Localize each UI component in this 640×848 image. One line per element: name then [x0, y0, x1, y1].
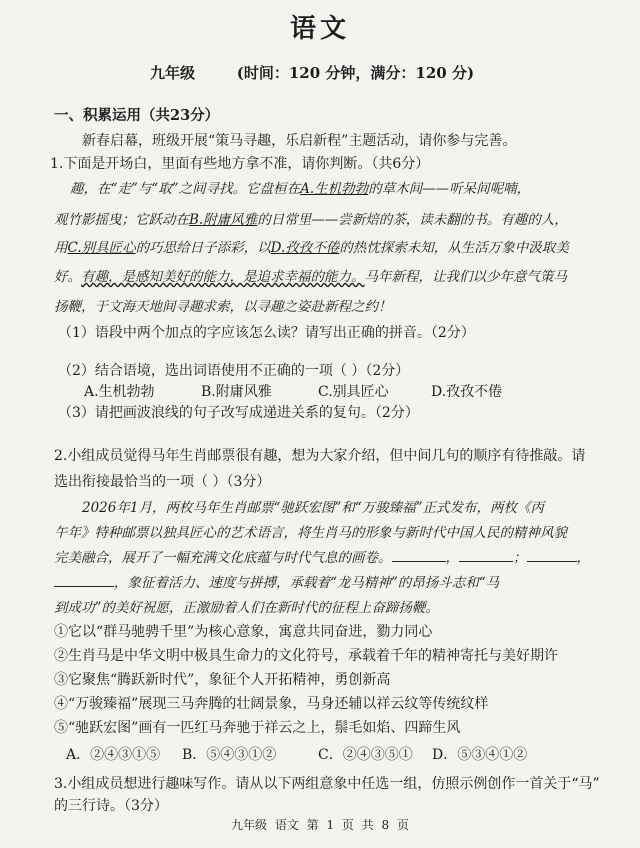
option-c-term: C.别具匠心 [67, 240, 136, 256]
q2-option-c: C．②④③⑤① [318, 747, 413, 763]
option-c: C.别具匠心 [318, 384, 389, 400]
q2-passage-line-3: 完美融合，展开了一幅充满文化底蕴与时代气息的画卷。 ， ； ， [54, 550, 590, 566]
option-b-term: B.附庸风雅 [189, 212, 258, 228]
option-d: D.孜孜不倦 [431, 384, 503, 400]
option-a: A.生机勃勃 [84, 384, 155, 400]
passage-line-5: 扬鞭，于文海天地间寻趣求索，以寻趣之姿赴新程之约！ [54, 299, 392, 315]
passage-line-1: 趣，在“走”与“取”之间寻找。它盘桓在A.生机勃勃的草木间——听呆间呢喃， [70, 181, 531, 197]
option-b: B.附庸风雅 [201, 384, 272, 400]
question-1-sub-2: （2）结合语境，选出词语使用不正确的一项（ ）（2分） [58, 363, 410, 379]
page-footer: 九年级 语文 第 1 页 共 8 页 [231, 818, 409, 832]
q2-item-5: ⑤“驰跃宏图”画有一匹红马奔驰于祥云之上，鬃毛如焰、四蹄生风 [54, 720, 461, 736]
question-1-sub-3: （3）请把画波浪线的句子改写成递进关系的复句。（2分） [58, 405, 419, 421]
question-1-options [84, 381, 502, 401]
section-heading: 一、积累运用（共23分） [54, 107, 220, 124]
question-1-sub-1: （1）语段中两个加点的字应该怎么读？请写出正确的拼音。（2分） [58, 325, 475, 341]
q2-option-a: A．②④③①⑤ [66, 747, 161, 763]
passage-line-4: 好。有趣，是感知美好的能力，是追求幸福的能力。马年新程，让我们以少年意气策马 [54, 269, 567, 285]
q2-item-1: ①它以“群马驰骋千里”为核心意象，寓意共同奋进，勠力同心 [54, 624, 433, 640]
wavy-underlined-sentence: 有趣，是感知美好的能力，是追求幸福的能力。 [81, 269, 365, 285]
section-intro: 新春启幕，班级开展“策马寻趣，乐启新程”主题活动，请你参与完善。 [82, 133, 517, 149]
option-a-term: A.生机勃勃 [300, 181, 369, 197]
answer-blank [459, 561, 513, 562]
answer-blank [527, 561, 577, 562]
q2-option-b: B．⑤④③①② [182, 747, 277, 763]
answer-blank [54, 586, 114, 587]
question-3-stem-1: 3.小组成员想进行趣味写作。请从以下两组意象中任选一组，仿照示例创作一首关于“马” [54, 776, 600, 792]
passage-line-3: 用C.别具匠心的巧思给日子添彩，以D.孜孜不倦的热忱探索未知，从生活万象中汲取美 [54, 240, 569, 256]
option-d-term: D.孜孜不倦 [270, 240, 340, 256]
question-1-stem: 1.下面是开场白，里面有些地方拿不准，请你判断。（共6分） [50, 156, 430, 172]
q2-passage-line-1: 2026年1月，两枚马年生肖邮票“驰跃宏图”和“万骏臻福”正式发布，两枚《丙 [82, 500, 545, 516]
exam-info: 九年级 (时间：120 分钟，满分：120 分) [150, 64, 475, 82]
q2-passage-line-5: 到成功”的美好祝愿，正激励着人们在新时代的征程上奋蹄扬鞭。 [54, 600, 439, 616]
page-title: 语文 [289, 14, 350, 44]
q2-passage-line-4: ，象征着活力、速度与拼搏，承载着“龙马精神”的昂扬斗志和“马 [54, 571, 499, 591]
question-3-stem-2: 的三行诗。（3分） [54, 798, 168, 814]
question-2-stem-2: 选出衔接最恰当的一项（ ）（3分） [54, 474, 271, 490]
q2-item-4: ④“万骏臻福”展现三马奔腾的壮阔景象，马身还辅以祥云纹等传统纹样 [54, 696, 489, 712]
q2-item-3: ③它聚焦“腾跃新时代”，象征个人开拓精神，勇创新高 [54, 672, 391, 688]
question-2-stem-1: 2.小组成员觉得马年生肖邮票很有趣，想为大家介绍，但中间几句的顺序有待推敲。请 [54, 448, 586, 464]
passage-line-2: 观竹影摇曳；它跃动在B.附庸风雅的日常里——尝新焙的茶，读未翻的书。有趣的人， [54, 212, 568, 228]
q2-passage-line-2: 午年》特种邮票以独具匠心的艺术语言，将生肖马的形象与新时代中国人民的精神风貌 [54, 525, 567, 541]
q2-option-d: D．⑤③④①② [432, 747, 528, 763]
question-2-options [66, 744, 527, 764]
q2-item-2: ②生肖马是中华文明中极具生命力的文化符号，承载着千年的精神寄托与美好期许 [54, 648, 558, 664]
answer-blank [392, 561, 446, 562]
